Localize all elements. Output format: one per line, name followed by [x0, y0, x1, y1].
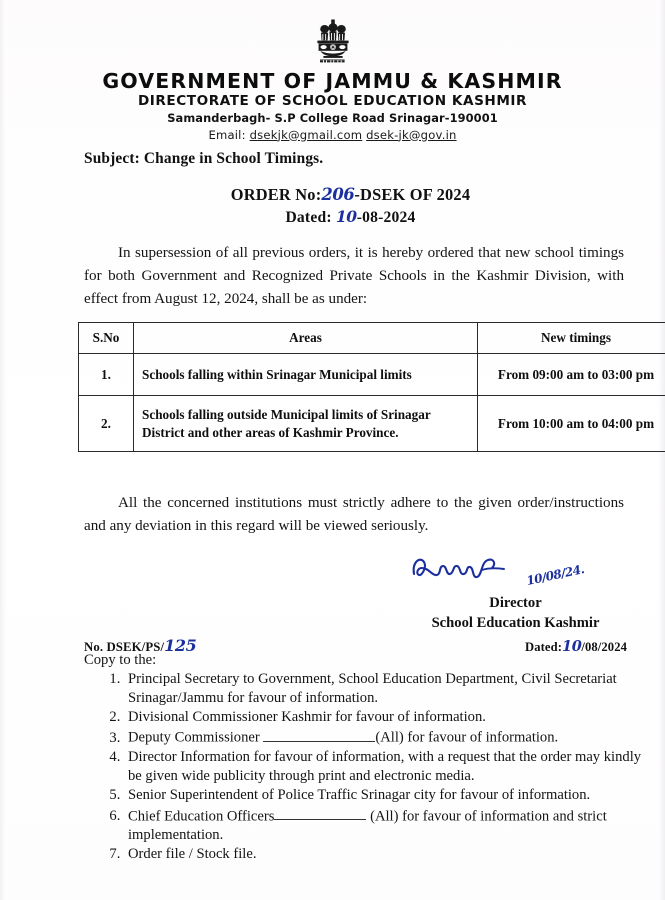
- emblem-container: [0, 18, 665, 75]
- signature-block: [408, 552, 623, 633]
- signatory-office: School Education Kashmir: [431, 614, 600, 631]
- blank-fill-line: [263, 727, 375, 741]
- school-timings-table: [78, 322, 665, 452]
- order-number-line: [36, 185, 665, 205]
- list-item-text-b: (All) for favour of information.: [375, 729, 559, 746]
- email-line: [0, 128, 665, 143]
- order-heading: [0, 185, 665, 227]
- row-1-area: Schools falling within Srinagar Municipal limits: [134, 354, 478, 396]
- reference-number-handwritten: 125: [164, 636, 197, 655]
- row-1-sno: 1.: [79, 354, 134, 396]
- column-header-areas: Areas: [134, 323, 478, 354]
- list-item: 7. Order file / Stock file.: [124, 845, 644, 864]
- email-label: Email:: [208, 127, 246, 142]
- blank-fill-line: [274, 806, 366, 820]
- reference-row: [84, 636, 627, 655]
- list-item-text-a: Deputy Commissioner: [128, 729, 264, 746]
- distribution-list: [96, 670, 644, 864]
- reference-date-suffix: /08/2024: [581, 640, 627, 654]
- list-item: 1. Principal Secretary to Government, School Education Department, Civil Secretariat Srinagar/Jammu for favour of information.: [124, 670, 644, 708]
- order-number-suffix: -DSEK OF 2024: [354, 185, 471, 204]
- india-state-emblem-icon: [310, 18, 356, 70]
- body-paragraph-1: In supersession of all previous orders, it is hereby ordered that new school timings for both Government and Recognized Private Schools in the Kashmir Division, with effect from August 12, 2024, shall be as under:: [84, 245, 624, 307]
- table-header-row: [79, 323, 665, 354]
- government-title: GOVERNMENT OF JAMMU & KASHMIR: [102, 69, 563, 93]
- row-2-sno: 2.: [79, 396, 134, 452]
- copy-to-label: Copy to the:: [84, 652, 157, 668]
- list-item: 4. Director Information for favour of information, with a request that the order may kindly be given wide publicity through print and electronic media.: [124, 748, 644, 786]
- subject-text: Change in School Timings.: [143, 150, 324, 167]
- row-1-timing: From 09:00 am to 03:00 pm: [478, 354, 665, 396]
- order-date-label: Dated:: [285, 209, 332, 226]
- column-header-sno: S.No: [79, 323, 134, 354]
- directorate-title: DIRECTORATE OF SCHOOL EDUCATION KASHMIR: [137, 93, 528, 110]
- order-date-handwritten: 10: [335, 207, 357, 226]
- reference-date: [525, 638, 627, 655]
- list-item: 2. Divisional Commissioner Kashmir for favour of information.: [124, 708, 644, 727]
- office-address: Samanderbagh- S.P College Road Srinagar-190001: [167, 110, 498, 125]
- row-2-area: Schools falling outside Municipal limits of Srinagar District and other areas of Kashmir Province.: [134, 396, 478, 452]
- order-number-handwritten: 206: [321, 185, 355, 204]
- reference-date-label: Dated:: [525, 640, 563, 654]
- list-item-text-a: Chief Education Officers: [128, 808, 275, 825]
- list-item: [124, 806, 644, 845]
- table-row: [79, 354, 665, 396]
- email-address-secondary[interactable]: dsek-jk@gov.in: [366, 127, 457, 142]
- list-item: [124, 727, 644, 747]
- subject-line: [84, 150, 323, 168]
- list-item-text-b: (All) for favour of information and strict implementation.: [128, 808, 607, 843]
- subject-label: Subject:: [84, 150, 140, 167]
- reference-number-prefix: No. DSEK/PS/: [84, 640, 165, 654]
- order-number-prefix: ORDER No:: [230, 185, 322, 204]
- order-date-suffix: -08-2024: [356, 209, 416, 226]
- body-paragraph-2: All the concerned institutions must strictly adhere to the given order/instructions and any deviation in this regard will be viewed seriously.: [84, 495, 624, 534]
- order-date-line: [36, 207, 665, 227]
- handwritten-signature-icon: [408, 548, 528, 588]
- table-row: [79, 396, 665, 452]
- signature-mark: [408, 552, 623, 594]
- letterhead: [0, 70, 665, 143]
- signature-handwritten-date: 10/08/24.: [525, 562, 586, 588]
- signatory-designation: Director: [489, 595, 542, 611]
- email-address-primary[interactable]: dsekjk@gmail.com: [249, 127, 363, 142]
- row-2-timing: From 10:00 am to 04:00 pm: [478, 396, 665, 452]
- list-item: 5. Senior Superintendent of Police Traffic Srinagar city for favour of information.: [124, 786, 644, 805]
- reference-date-handwritten: 10: [562, 638, 582, 655]
- column-header-new-timings: New timings: [478, 323, 665, 354]
